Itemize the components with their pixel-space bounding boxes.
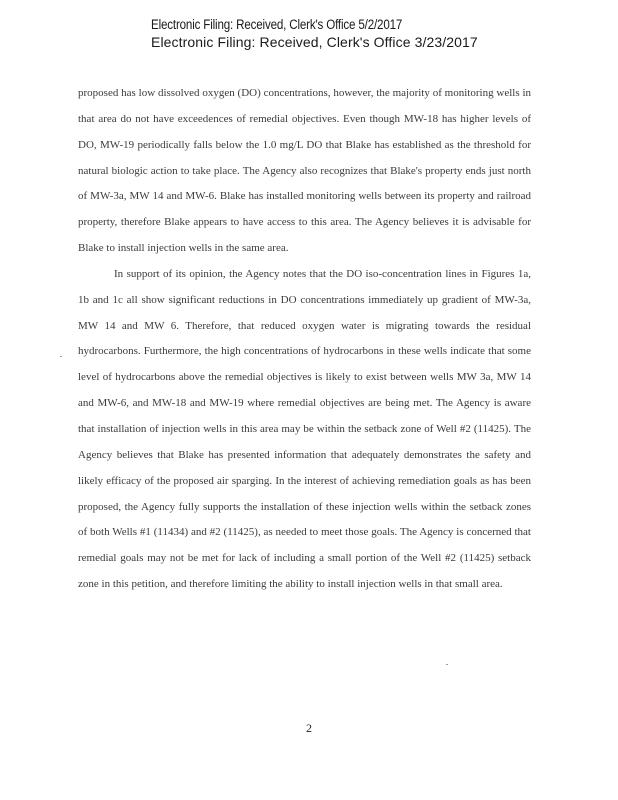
filing-stamp-line-1: Electronic Filing: Received, Clerk's Office 5/2/2017 xyxy=(151,17,403,32)
body-paragraph-2: In support of its opinion, the Agency notes that the DO iso-concentration lines in Figures 1a, 1b and 1c all show significant reductions in DO concentrations immediately up gradient of MW-3a, MW 14 and MW 6. Therefore, that reduced oxygen water is migrating towards the residual hydrocarbons. Furthermore, the high concentrations of hydrocarbons in these wells indicate that some level of hydrocarbons above the remedial objectives is likely to exist between wells MW 3a, MW 14 and MW-6, and MW-18 and MW-19 where remedial objectives are being met. The Agency is aware that installation of injection wells in this area may be within the setback zone of Well #2 (11425). The Agency believes that Blake has presented information that adequately demonstrates the safety and likely efficacy of the proposed air sparging. In the interest of achieving remediation goals as has been proposed, the Agency fully supports the installation of these injection wells within the setback zones of both Wells #1 (11434) and #2 (11425), as needed to meet those goals. The Agency is concerned that remedial goals may not be met for lack of including a small portion of the Well #2 (11425) setback zone in this petition, and therefore limiting the ability to install injection wells in that small area. xyxy=(78,267,531,591)
scan-speck xyxy=(60,356,62,357)
page-number: 2 xyxy=(306,721,312,735)
body-paragraph-1: proposed has low dissolved oxygen (DO) concentrations, however, the majority of monitoring wells in that area do not have exceedences of remedial objectives. Even though MW-18 has higher levels of DO, MW-19 periodically falls below the 1.0 mg/L DO that Blake has established as the threshold for natural biologic action to take place. The Agency also recognizes that Blake's property ends just north of MW-3a, MW 14 and MW-6. Blake has installed monitoring wells between its property and railroad property, therefore Blake appears to have access to this area. The Agency believes it is advisable for Blake to install injection wells in the same area. xyxy=(78,87,531,255)
filing-stamp-line-2: Electronic Filing: Received, Clerk's Office 3/23/2017 xyxy=(151,34,478,50)
scan-speck xyxy=(446,664,448,665)
document-body xyxy=(78,81,531,598)
